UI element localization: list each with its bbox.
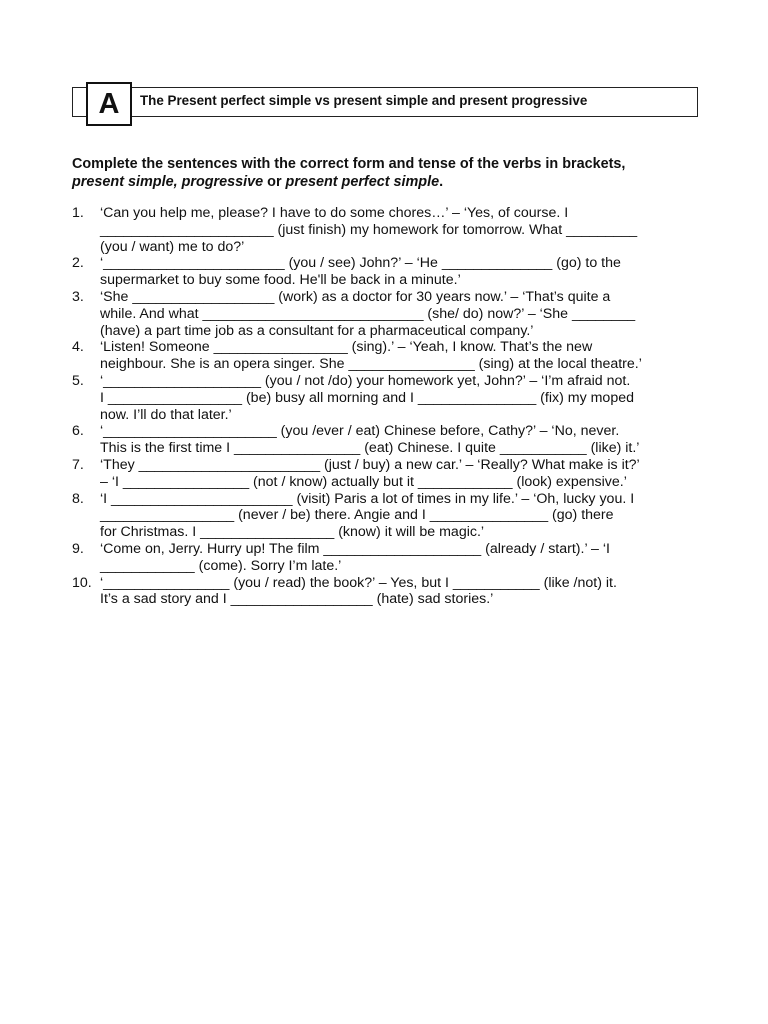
exercise-text-line: _________________ (never / be) there. Angie and I _______________ (go) there — [100, 507, 614, 524]
exercise-text-line: ______________________ (just finish) my homework for tomorrow. What _________ — [100, 221, 638, 238]
instructions-tense-b: present perfect simple — [285, 174, 440, 190]
exercise-number: 8. — [72, 490, 84, 507]
exercise-item — [72, 373, 698, 423]
exercise-text-line: ‘I _______________________ (visit) Paris a lot of times in my life.’ – ‘Oh, lucky you. I — [100, 490, 635, 507]
exercise-text-line: ‘______________________ (you /ever / eat) Chinese before, Cathy?’ – ‘No, never. — [100, 423, 620, 440]
exercise-text-line: for Christmas. I _________________ (know) it will be magic.’ — [100, 524, 485, 541]
exercise-item — [72, 457, 698, 491]
exercise-text-line: ‘Can you help me, please? I have to do some chores…’ – ‘Yes, of course. I — [100, 205, 569, 221]
exercise-item — [72, 255, 698, 289]
exercise-text-line: (you / want) me to do?’ — [100, 238, 245, 255]
exercise-number: 5. — [72, 372, 84, 389]
exercise-number: 6. — [72, 423, 84, 440]
exercise-item — [72, 339, 698, 373]
exercise-text-line: ‘_______________________ (you / see) John?’ – ‘He ______________ (go) to the — [100, 255, 621, 272]
exercise-text-line: neighbour. She is an opera singer. She ________________ (sing) at the local theatre.’ — [100, 356, 642, 373]
exercise-item — [72, 541, 698, 575]
exercise-number: 9. — [72, 540, 84, 557]
instructions-line-2 — [72, 173, 698, 191]
exercise-text-line: ‘____________________ (you / not /do) your homework yet, John?’ – ‘I’m afraid not. — [100, 372, 631, 389]
section-letter-badge: A — [86, 82, 132, 126]
exercise-number: 2. — [72, 255, 84, 272]
exercise-text-line: It’s a sad story and I __________________ (hate) sad stories.’ — [100, 591, 494, 608]
exercise-text-line: ‘Listen! Someone _________________ (sing).’ – ‘Yeah, I know. That’s the new — [100, 339, 593, 356]
exercise-text-line: – ‘I ________________ (not / know) actually but it ____________ (look) expensive.’ — [100, 473, 627, 490]
exercise-item — [72, 491, 698, 541]
exercise-number: 1. — [72, 205, 84, 221]
exercise-text-line: I _________________ (be) busy all morning and I _______________ (fix) my moped — [100, 389, 634, 406]
section-title: The Present perfect simple vs present simple and present progressive — [140, 93, 588, 108]
instructions — [72, 155, 698, 191]
exercise-text-line: ‘They _______________________ (just / buy) a new car.’ – ‘Really? What make is it?’ — [100, 456, 640, 473]
instructions-period: . — [439, 174, 444, 190]
exercise-item — [72, 423, 698, 457]
exercise-item — [72, 575, 698, 609]
instructions-tense-a: present simple, progressive — [72, 174, 264, 190]
instructions-line-1: Complete the sentences with the correct form and tense of the verbs in brackets, — [72, 156, 626, 172]
exercise-text-line: ‘Come on, Jerry. Hurry up! The film ____________________ (already / start).’ – ‘I — [100, 540, 610, 557]
exercise-text-line: ____________ (come). Sorry I’m late.’ — [100, 557, 342, 574]
instructions-connector: or — [263, 174, 286, 190]
exercise-number: 3. — [72, 288, 84, 305]
exercise-text-line: ‘She __________________ (work) as a doctor for 30 years now.’ – ‘That’s quite a — [100, 288, 611, 305]
exercise-text-line: now. I’ll do that later.’ — [100, 406, 232, 423]
exercise-number: 4. — [72, 339, 84, 356]
exercise-number: 7. — [72, 456, 84, 473]
exercise-text-line: (have) a part time job as a consultant for a pharmaceutical company.’ — [100, 322, 534, 339]
exercise-text-line: This is the first time I ________________ (eat) Chinese. I quite ___________ (like) it.’ — [100, 440, 640, 457]
exercise-number: 10. — [72, 574, 92, 591]
exercise-item — [72, 289, 698, 339]
exercise-text-line: ‘________________ (you / read) the book?’ – Yes, but I ___________ (like /not) it. — [100, 574, 617, 591]
exercise-text-line: supermarket to buy some food. He'll be back in a minute.’ — [100, 272, 461, 289]
exercise-item — [72, 205, 698, 255]
exercise-list — [72, 205, 698, 608]
exercise-text-line: while. And what ____________________________ (she/ do) now?’ – ‘She ________ — [100, 305, 636, 322]
